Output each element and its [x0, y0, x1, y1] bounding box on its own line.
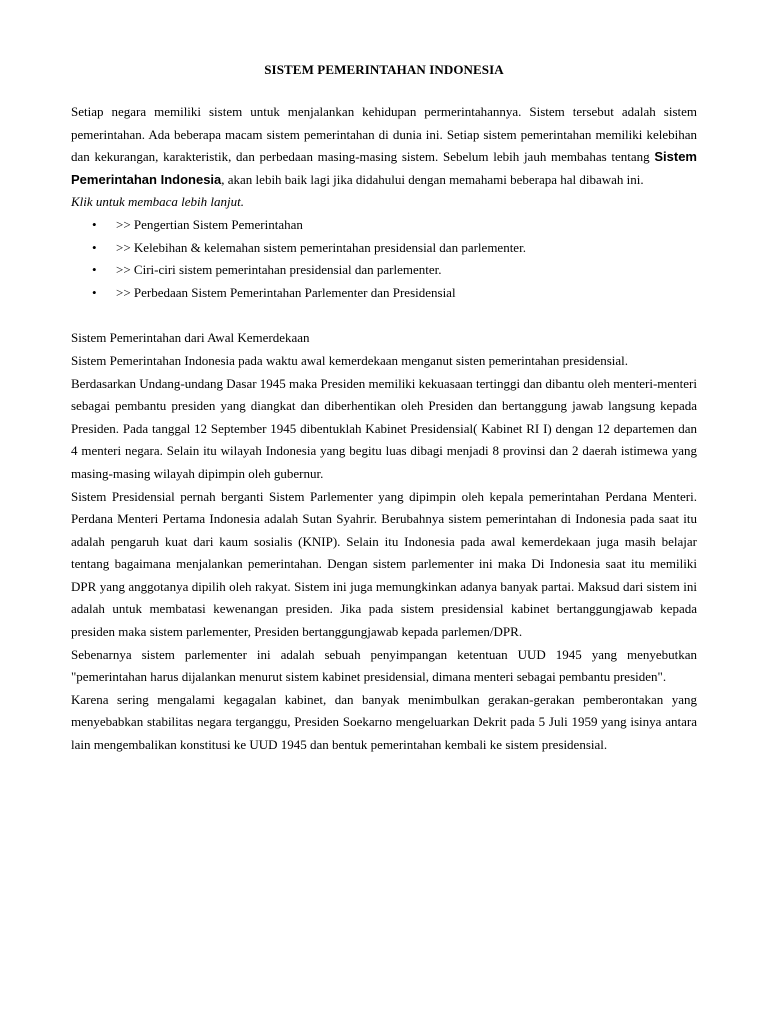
- paragraph-5: Karena sering mengalami kegagalan kabinet, dan banyak menimbulkan gerakan-gerakan pemberontakan yang menyebabkan stabilitas negara terganggu, Presiden Soekarno mengeluarkan Dekrit pada 5 Juli 1959 yang isinya antara lain mengembalikan konstitusi ke UUD 1945 dan bentuk pemerintahan kembali ke sistem presidensial.: [71, 691, 697, 753]
- intro-bold-term: Sistem Pemerintahan Indonesia: [71, 149, 697, 187]
- article-link-3[interactable]: • >> Ciri-ciri sistem pemerintahan presidensial dan parlementer.: [71, 259, 697, 282]
- paragraph-4: Sebenarnya sistem parlementer ini adalah sebuah penyimpangan ketentuan UUD 1945 yang menyebutkan "pemerintahan harus dijalankan menurut sistem kabinet presidensial, dimana menteri sebagai pembantu presiden".: [71, 646, 697, 685]
- article-link-2[interactable]: • >> Kelebihan & kelemahan sistem pemerintahan presidensial dan parlementer.: [71, 237, 697, 260]
- intro-text-end: , akan lebih baik lagi jika didahului dengan memahami beberapa hal dibawah ini.: [221, 171, 644, 187]
- intro-paragraph: [71, 101, 697, 191]
- article-links-list: [71, 214, 697, 304]
- section-heading: Sistem Pemerintahan dari Awal Kemerdekaan: [71, 330, 310, 346]
- article-link-1[interactable]: • >> Pengertian Sistem Pemerintahan: [71, 214, 697, 237]
- document-body: [71, 101, 697, 757]
- intro-text-start: Setiap negara memiliki sistem untuk menjalankan kehidupan permerintahannya. Sistem tersebut adalah sistem pemerintahan. Ada beberapa macam sistem pemerintahan di dunia ini. Setiap sistem pemerintahan memiliki kelebihan dan kekurangan, karakteristik, dan perbedaan masing-masing sistem. Sebelum lebih jauh membahas tentang: [71, 104, 697, 165]
- paragraph-1: Sistem Pemerintahan Indonesia pada waktu awal kemerdekaan menganut sisten pemerintahan presidensial.: [71, 352, 629, 368]
- read-more-note: Klik untuk membaca lebih lanjut.: [71, 194, 244, 210]
- paragraph-2: Berdasarkan Undang-undang Dasar 1945 maka Presiden memiliki kekuasaan tertinggi dan dibantu oleh menteri-menteri sebagai pembantu presiden yang diangkat dan diberhentikan oleh Presiden dan bertanggung jawab langsung kepada Presiden. Pada tanggal 12 September 1945 dibentuklah Kabinet Presidensial( Kabinet RI I) dengan 12 departemen dan 4 menteri negara. Selain itu wilayah Indonesia yang begitu luas dibagi menjadi 8 provinsi dan 2 daerah istimewa yang masing-masing wilayah dipimpin oleh gubernur.: [71, 375, 697, 481]
- document-title: SISTEM PEMERINTAHAN INDONESIA: [264, 62, 504, 77]
- article-link-4[interactable]: • >> Perbedaan Sistem Pemerintahan Parlementer dan Presidensial: [71, 282, 697, 305]
- paragraph-3: Sistem Presidensial pernah berganti Sistem Parlementer yang dipimpin oleh kepala pemerintahan Perdana Menteri. Perdana Menteri Pertama Indonesia adalah Sutan Syahrir. Berubahnya sistem pemerintahan di Indonesia pada saat itu adalah pengaruh kuat dari kaum sosialis (KNIP). Selain itu Indonesia pada awal kemerdekaan juga masih belajar tentang bagaimana menjalankan pemerintahan. Dengan sistem parlementer ini maka Di Indonesia saat itu memiliki DPR yang anggotanya dipilih oleh rakyat. Sistem ini juga memungkinkan adanya banyak partai. Maksud dari sistem ini adalah untuk membatasi kewenangan presiden. Jika pada sistem presidensial kabinet bertanggungjawab kepada presiden maka sistem parlementer, Presiden bertanggungjawab kepada parlemen/DPR.: [71, 488, 697, 640]
- section-spacer: [71, 304, 697, 327]
